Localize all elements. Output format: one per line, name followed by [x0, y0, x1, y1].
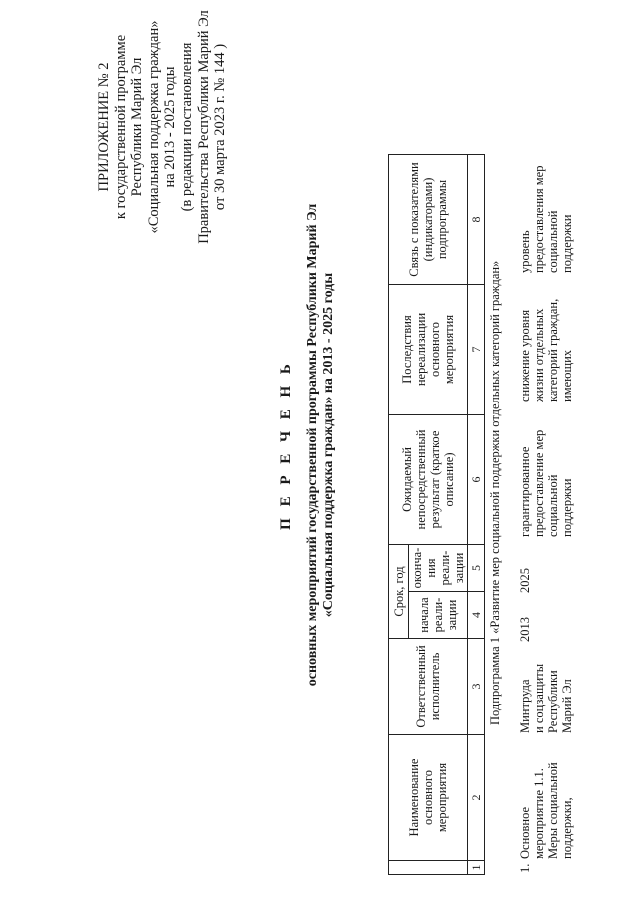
row-consequences-line: жизни отдельных [532, 308, 546, 402]
subprogram-heading: Подпрограмма 1 «Развитие мер социальной поддержки отдельных категорий граждан» [488, 260, 502, 725]
row-result-line: поддержки [560, 478, 574, 537]
row-consequences-line: имеющих [560, 349, 574, 402]
appendix-line: (в редакции постановления [178, 42, 195, 212]
header-consequences: Последствия нереализации основного мероприятия [389, 285, 468, 415]
title-line-1: основных мероприятий государственной программы Республики Марий Эл [305, 203, 320, 687]
row-number: 1. [518, 863, 532, 873]
column-number: 1 [468, 861, 485, 875]
row-executor [518, 664, 574, 733]
column-number: 2 [468, 735, 485, 861]
row-name-line: Основное [518, 806, 532, 859]
header-result: Ожидаемый непосредственный результат (краткое описание) [389, 415, 468, 545]
row-name-line: поддержки, [560, 797, 574, 859]
row-consequences-line: категорий граждан, [546, 298, 560, 402]
appendix-line: на 2013 - 2025 годы [162, 66, 179, 188]
column-number: 6 [468, 415, 485, 545]
row-result-line: гарантированное [518, 446, 532, 537]
header-executor: Ответственный исполнитель [389, 639, 468, 735]
row-name-line: Меры социальной [546, 762, 560, 859]
header-link: Связь с показателями (индикаторами) подпрограммы [389, 155, 468, 285]
header-name: Наименование основного мероприятия [389, 735, 468, 861]
row-name [518, 762, 574, 859]
row-link-line: социальной [546, 210, 560, 273]
title-line-2: «Социальная поддержка граждан» на 2013 - 2025 годы [321, 272, 336, 618]
appendix-line: от 30 марта 2023 г. № 144 ) [212, 43, 229, 211]
row-end-year: 2025 [518, 568, 532, 593]
appendix-line: «Социальная поддержка граждан» [145, 20, 162, 234]
header-end: оконча-ния реали-зации [409, 545, 468, 592]
column-number: 7 [468, 285, 485, 415]
events-table [388, 154, 485, 875]
row-link-line: предоставления мер [532, 165, 546, 273]
row-consequences [518, 299, 574, 402]
row-link-line: поддержки [560, 214, 574, 273]
row-result [518, 430, 574, 537]
header-start: начала реали-зации [409, 592, 468, 639]
column-number: 4 [468, 592, 485, 639]
title-heading: П Е Р Е Ч Е Н Ь [278, 360, 294, 530]
row-link [518, 166, 574, 273]
row-consequences-line: снижение уровня [518, 309, 532, 402]
row-result-line: социальной [546, 474, 560, 537]
row-name-line: мероприятие 1.1. [532, 768, 546, 859]
appendix-line: Республики Марий Эл [129, 57, 146, 197]
appendix-line: Правительства Республики Марий Эл [195, 10, 212, 244]
row-executor-line: Минтруда [518, 679, 532, 733]
document-title [278, 165, 337, 725]
appendix-header [96, 0, 229, 257]
appendix-line: к государственной программе [112, 34, 129, 220]
header-term: Срок, год [389, 545, 409, 639]
header-num-cell [389, 861, 468, 875]
column-number: 5 [468, 545, 485, 592]
appendix-line: ПРИЛОЖЕНИЕ № 2 [96, 62, 112, 192]
row-executor-line: Республики [546, 670, 560, 733]
row-executor-line: и соцзащиты [532, 663, 546, 733]
row-executor-line: Марий Эл [560, 679, 574, 733]
row-start-year: 2013 [518, 617, 532, 642]
row-result-line: предоставление мер [532, 429, 546, 537]
row-link-line: уровень [518, 230, 532, 273]
column-number: 3 [468, 639, 485, 735]
column-number: 8 [468, 155, 485, 285]
